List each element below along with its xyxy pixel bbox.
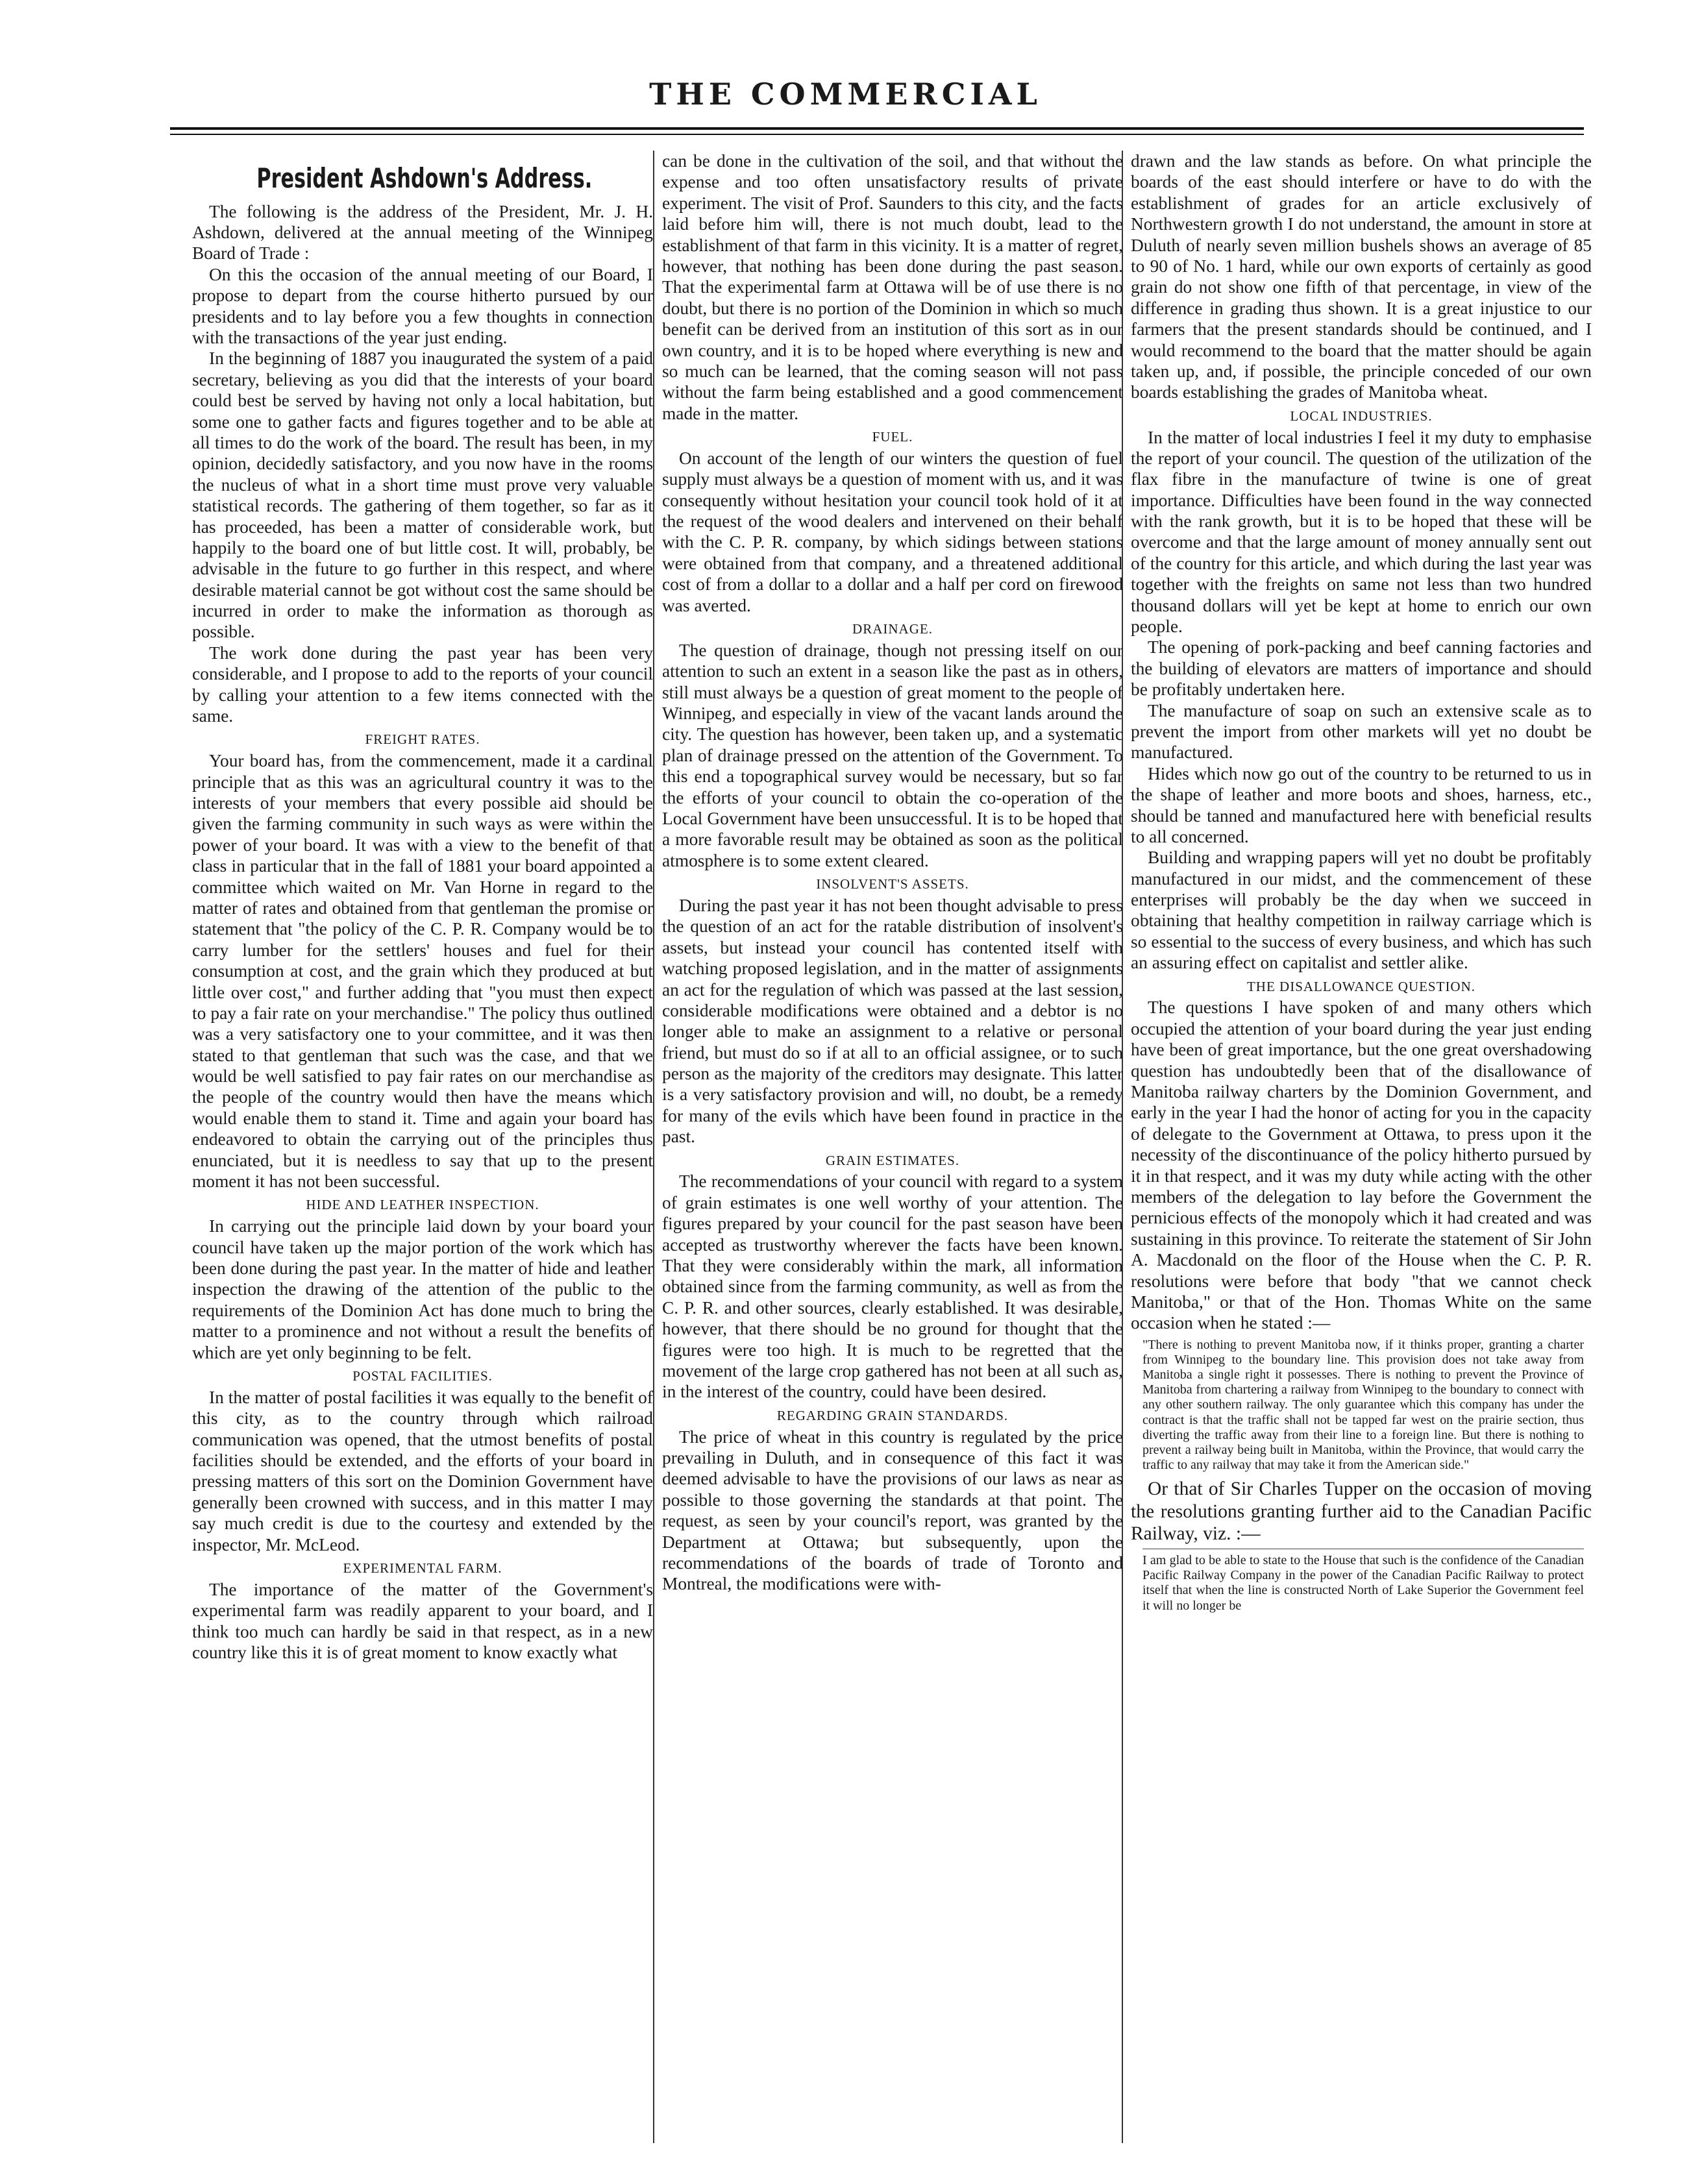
section-heading: POSTAL FACILITIES.	[352, 1368, 493, 1384]
column-2-body	[662, 151, 1123, 1595]
section-heading: EXPERIMENTAL FARM.	[343, 1560, 502, 1576]
section-heading: REGARDING GRAIN STANDARDS.	[776, 1407, 1009, 1423]
block-quote: "There is nothing to prevent Manitoba now, if it thinks proper, granting a charter from Winnipeg to the boundary line. This provision does not take away from Manitoba a single right it possesses. There is nothing to prevent the Province of Manitoba from chartering a railway from Winnipeg to the boundary to connect with any other southern railway. The only guarantee which this company has under the contract is that the traffic shall not be tapped far west on the prairie section, thus diverting the traffic away from their line to a foreign line. But there is nothing to prevent a railway being built in Manitoba, within the Province, that would carry the traffic to any railway that may take it from the American side."	[1142, 1337, 1584, 1473]
paragraph: During the past year it has not been thought advisable to press the question of an act for the ratable distribution of insolvent's assets, but instead your council has contented itself with watching proposed legislation, and in the matter of assignments an act for the regulation of which was passed at the last session, considerable modifications were obtained and a debtor is no longer able to make an assignment to a relative or personal friend, but must do so if at all to an official assignee, or to such person as the majority of the creditors may designate. This latter is a very satisfactory provision and will, no doubt, be a remedy for many of the evils which have been found in practice in the past.	[662, 895, 1123, 1147]
paragraph: The importance of the matter of the Government's experimental farm was readily apparent to your board, and I think too much can hardly be said in that respect, as in a new country like this it is of great moment to know exactly what	[192, 1579, 653, 1662]
section-heading: FREIGHT RATES.	[365, 731, 480, 748]
paragraph: The question of drainage, though not pressing itself on our attention to such an extent in a season like the past as in others, still must always be a question of great moment to the people of Winnipeg, and especially in view of the vacant lands around the city. The question has however, been taken up, and a systematic plan of drainage pressed on the attention of the Government. To this end a topographical survey would be necessary, but so far the efforts of your council to obtain the co-operation of the Local Government have been unsuccessful. It is to be hoped that a more favorable result may be obtained as soon as the political atmosphere is to some extent cleared.	[662, 640, 1123, 870]
paragraph: Building and wrapping papers will yet no doubt be profitably manufactured in our midst, and the commencement of these enterprises will probably be the day when we succeed in obtaining that healthy competition in railway carriage which is so essential to the success of every business, and which has such an assuring effect on capitalist and settler alike.	[1131, 848, 1592, 973]
column-1-body	[192, 264, 653, 1663]
paragraph: Your board has, from the commencement, made it a cardinal principle that as this was an agricultural country it was to the interests of your members that every possible aid should be given the farming community in such ways as were within the power of your board. It was with a view to the benefit of that class in particular that in the fall of 1881 your board appointed a committee which waited on Mr. Van Horne in regard to the matter of rates and obtained from that gentleman the promise or statement that "the policy of the C. P. R. Company would be to carry lumber for the settlers' houses and fuel for their consumption at cost, and the grain which they produced at but little over cost," and further adding that "you must then expect to pay a fair rate on your merchandise." The policy thus outlined was a very satisfactory one to your committee, and it was then stated to that gentleman that such was the case, and that we would be well satisfied to pay fair rates on our merchandise as the people of the country would then have the means which would enable them to stand it. Time and again your board has endeavored to obtain the carrying out of the principles thus enunciated, but it is needless to say that up to the present moment it has not been successful.	[192, 751, 653, 1192]
paragraph: On account of the length of our winters the question of fuel supply must always be a question of moment with us, and it was consequently without hesitation your council took hold of it at the request of the wood dealers and intervened on their behalf with the C. P. R. company, by which sidings between stations were obtained from that company, and a threatened additional cost of from a dollar to a dollar and a half per cord on firewood was averted.	[662, 448, 1123, 615]
section-heading: LOCAL INDUSTRIES.	[1290, 408, 1433, 424]
paragraph: The questions I have spoken of and many others which occupied the attention of your board during the year just ending have been of great importance, but the one great overshadowing question has undoubtedly been that of the disallowance of Manitoba railway charters by the Dominion Government, and early in the year I had the honor of acting for you in the capacity of delegate to the Government at Ottawa, to press upon it the necessity of the discontinuance of the policy hitherto pursued by it in that respect, and it was my duty while acting with the other members of the delegation to lay before the Government the pernicious effects of the monopoly which it had created and was sustaining in this province. To reiterate the statement of Sir John A. Macdonald on the floor of the House when the C. P. R. resolutions were before that body "that we cannot check Manitoba," or that of the Hon. Thomas White on the same occasion when he stated :—	[1131, 998, 1592, 1333]
paragraph: On this the occasion of the annual meeting of our Board, I propose to depart from the course hitherto pursued by our presidents and to lay before you a few thoughts in connection with the transactions of the year just ending.	[192, 264, 653, 347]
section-heading: THE DISALLOWANCE QUESTION.	[1246, 978, 1476, 994]
paragraph: The manufacture of soap on such an extensive scale as to prevent the import from other markets will yet no doubt be manufactured.	[1131, 700, 1592, 763]
paragraph: The opening of pork-packing and beef canning factories and the building of elevators are matters of importance and should be profitably undertaken here.	[1131, 637, 1592, 700]
paragraph: In the matter of local industries I feel it my duty to emphasise the report of your council. The question of the utilization of the flax fibre in the manufacture of twine is one of great importance. Difficulties have been found in the way connected with the rank growth, but it is to be hoped that these will be overcome and that the large amount of money annually sent out of the country for this article, and which during the last year was together with the freights on same not less than two hundred thousand dollars will yet be kept at home to enrich our own people.	[1131, 427, 1592, 637]
section-heading: DRAINAGE.	[852, 621, 933, 637]
column-3-body	[1131, 151, 1592, 1613]
paragraph: The recommendations of your council with regard to a system of grain estimates is one well worthy of your attention. The figures prepared by your council for the past season have been accepted as trustworthy wherever the facts have been known. That they were considerably within the mark, all information obtained since from the farming community, as well as from the C. P. R. and other sources, clearly established. It was desirable, however, that there should be no ground for thought that the figures were too high. It is much to be regretted that the movement of the large crop gathered has not been at all such as, in the interest of the country, could have been desired.	[662, 1172, 1123, 1402]
section-heading: HIDE AND LEATHER INSPECTION.	[306, 1197, 539, 1213]
section-heading: GRAIN ESTIMATES.	[825, 1152, 960, 1168]
block-quote: I am glad to be able to state to the House that such is the confidence of the Canadian Pacific Railway Company in the power of the Canadian Pacific Railway to protect itself that when the line is constructed North of Lake Superior the Government feel it will no longer be	[1142, 1549, 1584, 1613]
column-3	[1131, 151, 1592, 1619]
section-heading: FUEL.	[872, 429, 913, 445]
paragraph: drawn and the law stands as before. On what principle the boards of the east should interfere or have to do with the establishment of grades for an article exclusively of Northwestern growth I do not understand, the amount in store at Duluth of nearly seven million bushels shows an average of 85 to 90 of No. 1 hard, while our own exports of certainly as good grain do not show one fifth of that percentage, in view of the difference in grading thus shown. It is a great injustice to our farmers that the present standards should be continued, and I would recommend to the board that the matter should be again taken up, and, if possible, the principle conceded of our own boards establishing the grades of Manitoba wheat.	[1131, 151, 1592, 402]
masthead-rule	[170, 127, 1584, 135]
paragraph: Or that of Sir Charles Tupper on the occasion of moving the resolutions granting further aid to the Canadian Pacific Railway, viz. :—	[1131, 1478, 1592, 1544]
column-2	[662, 151, 1123, 1595]
column-1	[192, 151, 653, 1663]
paragraph: In the matter of postal facilities it was equally to the benefit of this city, as to the country through which railroad communication was opened, that the utmost benefits of postal facilities should be extended, and the efforts of your board in pressing matters of this sort on the Dominion Government have generally been crowned with success, and in this matter I may say much credit is due to the courtesy and extended by the inspector, Mr. McLeod.	[192, 1387, 653, 1554]
article-intro: The following is the address of the President, Mr. J. H. Ashdown, delivered at the annual meeting of the Winnipeg Board of Trade :	[192, 201, 653, 264]
paragraph: The work done during the past year has been very considerable, and I propose to add to the reports of your council by calling your attention to a few items connected with the same.	[192, 643, 653, 726]
paragraph: Hides which now go out of the country to be returned to us in the shape of leather and more boots and shoes, harness, etc., should be tanned and manufactured here with beneficial results to all concerned.	[1131, 763, 1592, 846]
paragraph: can be done in the cultivation of the soil, and that without the expense and too often unsatisfactory results of private experiment. The visit of Prof. Saunders to this city, and the facts laid before him will, there is not much doubt, lead to the establishment of that farm in this vicinity. It is a matter of regret, however, that nothing has been done during the past season. That the experimental farm at Ottawa will be of use there is no doubt, but there is no portion of the Dominion in which so much benefit can be derived from an institution of this sort as in our own country, and it is to be hoped where everything is new and so much can be learned, that the coming season will not pass without the farm being established and a good commencement made in the matter.	[662, 151, 1123, 423]
paragraph: The price of wheat in this country is regulated by the price prevailing in Duluth, and in consequence of this fact it was deemed advisable to have the provisions of our laws as near as possible to those governing the standards at that point. The request, as seen by your council's report, was granted by the Department at Ottawa; but subsequently, upon the recommendations of the boards of trade of Toronto and Montreal, the modifications were with-	[662, 1427, 1123, 1594]
masthead: THE COMMERCIAL	[649, 77, 1042, 112]
section-heading: INSOLVENT'S ASSETS.	[816, 876, 969, 892]
column-divider	[653, 151, 654, 2143]
paragraph: In carrying out the principle laid down by your board your council have taken up the major portion of the work which has been done during the past year. In the matter of hide and leather inspection the drawing of the attention of the public to the requirements of the Dominion Act has done much to bring the matter to a prominence and not without a result the benefits of which are yet only beginning to be felt.	[192, 1216, 653, 1362]
paragraph: In the beginning of 1887 you inaugurated the system of a paid secretary, believing as you did that the interests of your board could best be served by having not only a local habitation, but some one to gather facts and figures together and to be able at all times to do the work of the board. The result has been, in my opinion, decidedly satisfactory, and you now have in the rooms the nucleus of what in a short time must prove very valuable statistical records. The gathering of them together, so far as it has proceeded, has been a matter of considerable work, but happily to the board one of but little cost. It will, probably, be advisable in the future to go further in this respect, and where desirable material cannot be got without cost the same should be incurred in order to make the information as thorough as possible.	[192, 349, 653, 642]
article-title: President Ashdown's Address.	[256, 162, 593, 194]
